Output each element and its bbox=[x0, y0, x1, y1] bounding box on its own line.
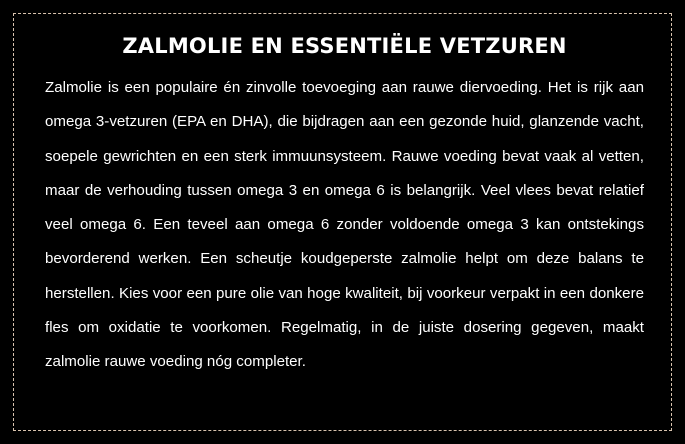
info-box bbox=[13, 13, 672, 431]
section-title: ZALMOLIE EN ESSENTIËLE VETZUREN bbox=[122, 34, 567, 58]
body-paragraph: Zalmolie is een populaire én zinvolle toevoeging aan rauwe diervoeding. Het is rijk aan omega 3-vetzuren (EPA en DHA), die bijdragen aan een gezonde huid, glanzende vacht, soepele gewrichten en een sterk immuunsysteem. Rauwe voeding bevat vaak al vetten, maar de verhouding tussen omega 3 en omega 6 is belangrijk. Veel vlees bevat relatief veel omega 6. Een teveel aan omega 6 zonder voldoende omega 3 kan ontstekings bevorderend werken. Een scheutje koudgeperste zalmolie helpt om deze balans te herstellen. Kies voor een pure olie van hoge kwaliteit, bij voorkeur verpakt in een donkere fles om oxidatie te voorkomen. Regelmatig, in de juiste dosering gegeven, maakt zalmolie rauwe voeding nóg completer. bbox=[45, 79, 644, 371]
